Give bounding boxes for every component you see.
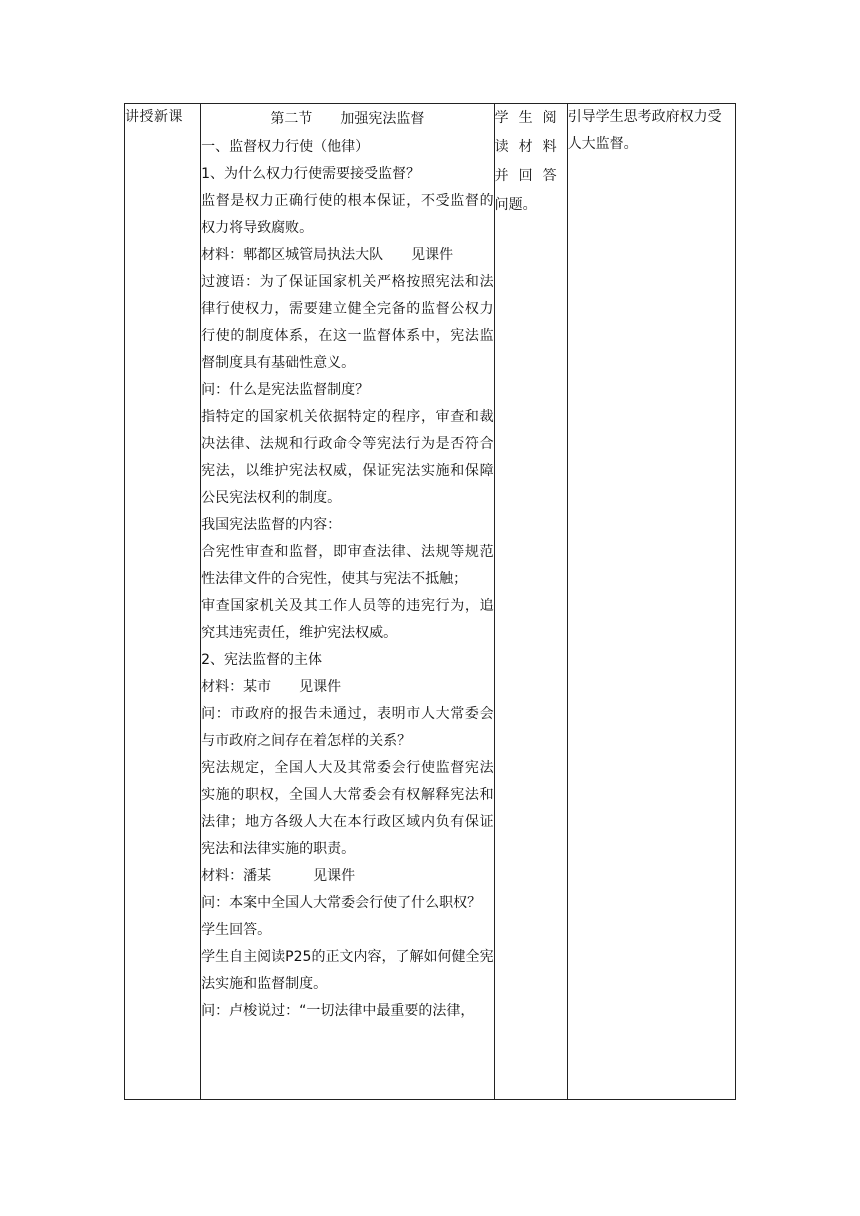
content-line: 材料：郫都区城管局执法大队 见课件 xyxy=(201,247,454,263)
content-line: 一、监督权力行使（他律） xyxy=(201,139,370,155)
student-activity-cell xyxy=(494,104,567,1100)
row-label-cell xyxy=(125,104,201,1100)
content-line: 学生回答。 xyxy=(201,922,272,938)
table-row xyxy=(125,104,736,1100)
content-line: 材料：潘某 见课件 xyxy=(201,868,356,884)
design-intent-cell xyxy=(567,104,735,1100)
content-line: 监督是权力正确行使的根本保证，不受监督的权力将导致腐败。 xyxy=(201,193,494,236)
content-line: 问：卢梭说过：“一切法律中最重要的法律， xyxy=(201,1003,475,1019)
content-line: 学生自主阅读P25的正文内容，了解如何健全宪法实施和监督制度。 xyxy=(201,949,494,992)
content-line: 2、宪法监督的主体 xyxy=(201,652,323,668)
content-line: 审查国家机关及其工作人员等的违宪行为，追究其违宪责任，维护宪法权威。 xyxy=(201,598,494,641)
content-line: 1、为什么权力行使需要接受监督？ xyxy=(201,166,421,182)
student-activity-line: 问题。 xyxy=(494,197,537,213)
content-line: 合宪性审查和监督，即审查法律、法规等规范性法律文件的合宪性，使其与宪法不抵触； xyxy=(201,544,494,587)
content-line: 过渡语：为了保证国家机关严格按照宪法和法律行使权力，需要建立健全完备的监督公权力行使的制度体系，在这一监督体系中，宪法监督制度具有基础性意义。 xyxy=(201,274,494,371)
content-line: 宪法规定，全国人大及其常委会行使监督宪法实施的职权，全国人大常委会有权解释宪法和法律；地方各级人大在本行政区域内负有保证宪法和法律实施的职责。 xyxy=(201,760,494,857)
student-activity-line: 并回答 xyxy=(494,168,567,184)
content-line: 我国宪法监督的内容： xyxy=(201,517,342,533)
content-line: 问：什么是宪法监督制度？ xyxy=(201,382,370,398)
design-intent-text: 引导学生思考政府权力受人大监督。 xyxy=(567,109,722,152)
student-activity-line: 学生阅 xyxy=(494,110,567,126)
content-line: 问：市政府的报告未通过，表明市人大常委会与市政府之间存在着怎样的关系？ xyxy=(201,706,494,749)
content-line: 材料：某市 见课件 xyxy=(201,679,342,695)
content-cell xyxy=(201,104,494,1100)
student-activity-line: 读材料 xyxy=(494,139,567,155)
row-label: 讲授新课 xyxy=(125,109,183,125)
content-line: 指特定的国家机关依据特定的程序，审查和裁决法律、法规和行政命令等宪法行为是否符合宪法，以维护宪法权威，保证宪法实施和保障公民宪法权利的制度。 xyxy=(201,409,494,506)
lesson-plan-table xyxy=(124,103,736,1100)
section-title: 第二节 加强宪法监督 xyxy=(270,111,425,127)
content-line: 问：本案中全国人大常委会行使了什么职权？ xyxy=(201,895,482,911)
